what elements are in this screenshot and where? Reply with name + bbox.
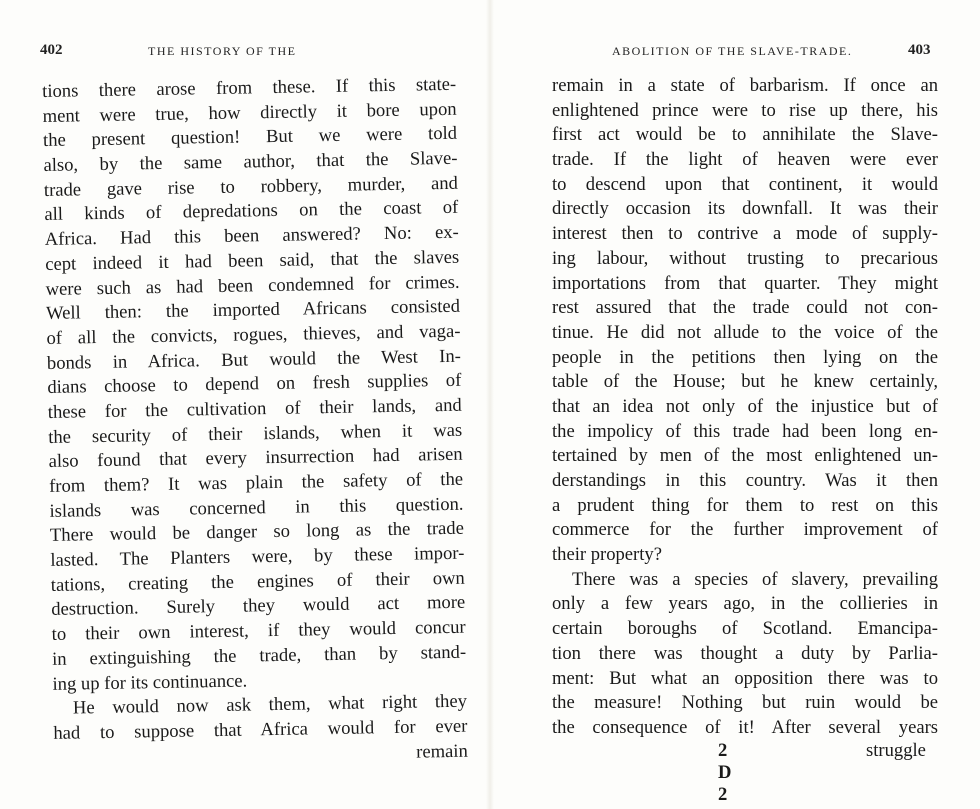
text-line: There would be danger so long as the trade (49, 518, 465, 547)
right-page-number: 403 (908, 42, 931, 58)
text-line: a prudent thing for them to rest on this (552, 494, 938, 516)
text-line: all kinds of depredations on the coast of (44, 197, 459, 226)
text-line: destruction. Surely they would act more (51, 592, 466, 621)
text-line: trade. If the light of heaven were ever (552, 149, 938, 171)
text-line: tions there arose from these. If this state- (42, 73, 457, 102)
text-line: in extinguishing the trade, than by stand- (51, 641, 467, 670)
paragraph-end-line: ing up for its continuance. (52, 670, 248, 695)
text-line: ment were true, how directly it bore upon (42, 98, 457, 127)
text-line: the present question! But we were told (42, 123, 458, 152)
left-page-text (42, 73, 468, 771)
text-line: Africa. Had this been answered? No: ex- (44, 221, 459, 251)
paragraph-start-line: There was a species of slavery, prevailing (572, 568, 938, 590)
text-line: also, by the same author, that the Slave- (43, 147, 458, 177)
text-line: also found that every insurrection had arisen (48, 444, 463, 473)
text-line: people in the petitions then lying on the (552, 346, 938, 368)
text-line: remain in a state of barbarism. If once an (552, 75, 938, 96)
text-line: islands was concerned in this question. (49, 493, 464, 522)
text-line: the measure! Nothing but ruin would be (552, 692, 938, 714)
text-line: trade gave rise to robbery, murder, and (43, 172, 459, 201)
text-line: to descend upon that continent, it would (552, 173, 938, 195)
text-line: the consequence of it! After several years (552, 716, 938, 738)
text-line: certain boroughs of Scotland. Emancipa- (552, 618, 938, 640)
right-running-head: ABOLITION OF THE SLAVE-TRADE. (612, 44, 853, 58)
catchword-left: remain (415, 740, 468, 763)
text-line: tertained by men of the most enlightened un- (552, 445, 938, 467)
text-line: tations, creating the engines of their own (50, 567, 465, 596)
text-line: interest then to contrive a mode of supply- (552, 223, 938, 245)
left-page-number: 402 (40, 42, 63, 58)
text-line: to their own interest, if they would concur (51, 616, 466, 646)
text-line: from them? It was plain the safety of the (48, 468, 464, 497)
text-line: ing labour, without trusting to precarious (552, 247, 938, 269)
text-line: only a few years ago, in the collieries in (552, 593, 938, 615)
text-line: Well then: the imported Africans consisted (45, 295, 461, 325)
text-line: these for the cultivation of their lands, and (47, 394, 462, 423)
text-line: first act would be to annihilate the Slave- (552, 124, 938, 146)
text-line: importations from that quarter. They might (552, 272, 938, 294)
text-line: cept indeed it had been said, that the slaves (45, 246, 460, 275)
text-line: commerce for the further improvement of (552, 519, 938, 541)
text-line: tion there was thought a duty by Parlia- (552, 642, 938, 664)
left-running-head: THE HISTORY OF THE (148, 44, 297, 58)
text-line: had to suppose that Africa would for ever (53, 715, 468, 744)
text-line: lasted. The Planters were, by these impor- (50, 542, 465, 571)
text-line: that an idea not only of the injustice but of (552, 395, 938, 417)
text-line: ment: But what an opposition there was to (552, 667, 938, 689)
right-page-text (552, 74, 938, 741)
text-line: the security of their islands, when it was (48, 419, 463, 448)
text-line: enlightened prince were to rise up there, his (552, 99, 938, 121)
catchword-right: struggle (866, 740, 926, 761)
paragraph-start-line: He would now ask them, what right they (72, 690, 468, 719)
text-line: directly occasion its downfall. It was their (552, 198, 938, 220)
signature-mark: 2 D 2 (718, 740, 733, 805)
text-line: were such as had been condemned for crimes. (45, 271, 460, 300)
text-line: rest assured that the trade could not con- (552, 297, 938, 319)
text-line: derstandings in this country. Was it then (552, 470, 938, 491)
text-line: dians choose to depend on fresh supplies of (47, 369, 462, 399)
text-line: of all the convicts, rogues, thieves, and vaga- (46, 320, 461, 349)
text-line: the impolicy of this trade had been long en- (552, 420, 938, 442)
text-line: table of the House; but he knew certainly, (552, 371, 938, 393)
text-line: tinue. He did not allude to the voice of the (552, 321, 938, 343)
text-line: bonds in Africa. But would the West In- (46, 345, 462, 374)
right-page (490, 0, 980, 809)
paragraph-end-line: their property? (552, 544, 662, 566)
